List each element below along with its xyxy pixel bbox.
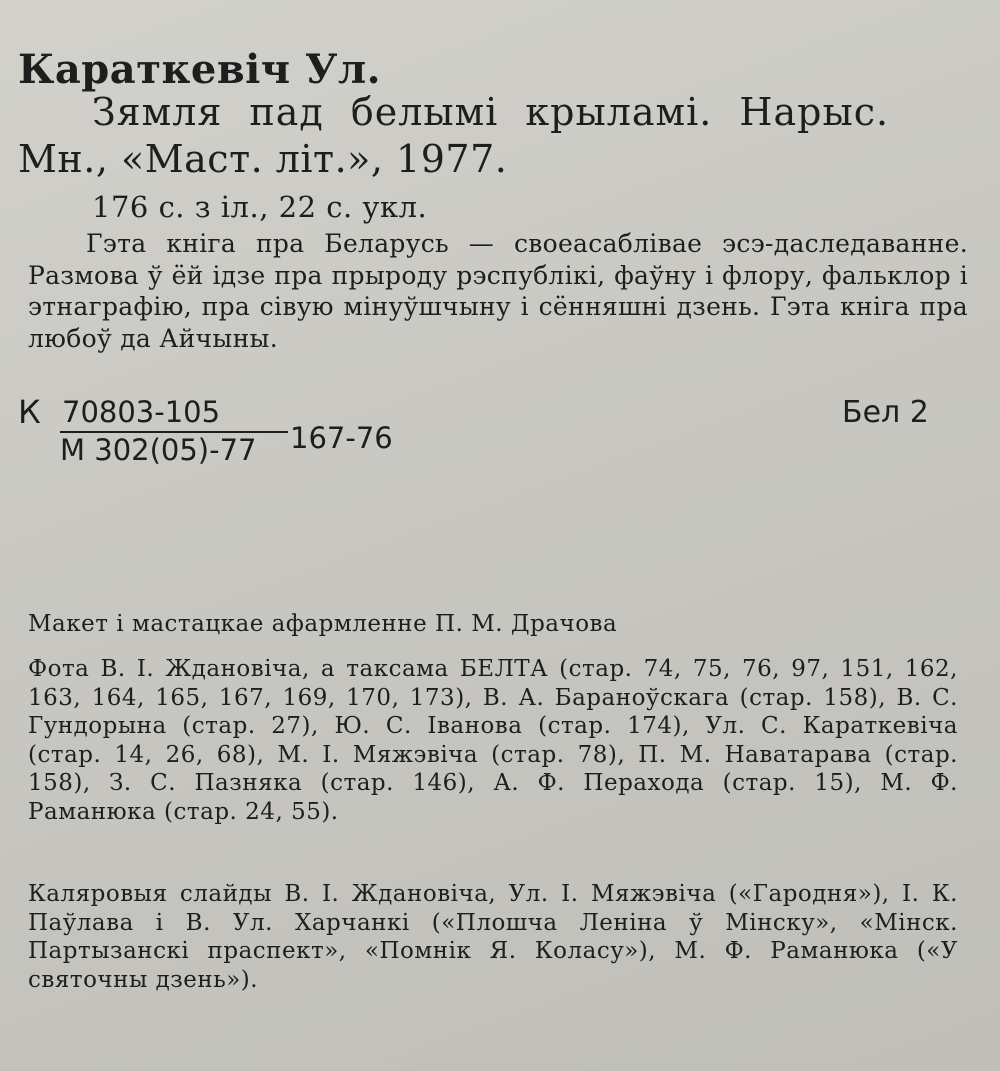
- slide-credits: Каляровыя слайды В. І. Ждановіча, Ул. І. Мяжэвіча («Гародня»), І. К. Паўлава і В. Ул. Харчанкі («Плошча Леніна ў Мінску», «Мінск. Партызанскі праспект», «Помнік Я. Коласу»), М. Ф. Раманюка («У святочны дзень»).: [28, 881, 958, 993]
- index-tail: 167-76: [290, 421, 393, 455]
- index-numerator: 70803-105: [62, 395, 221, 429]
- index-letter: К: [18, 393, 41, 431]
- classification-code: Бел 2: [842, 395, 929, 430]
- photo-credits: Фота В. І. Ждановіча, а таксама БЕЛТА (стар. 74, 75, 76, 97, 151, 162, 163, 164, 165, 167, 169, 170, 173), В. А. Бараноўскага (стар. 158), В. С. Гундорына (стар. 27), Ю. С. Іванова (стар. 174), Ул. С. Караткевіча (стар. 14, 26, 68), М. І. Мяжэвіча (стар. 78), П. М. Наватарава (стар. 158), З. С. Пазняка (стар. 146), А. Ф. Перахода (стар. 15), М. Ф. Раманюка (стар. 24, 55).: [28, 656, 958, 825]
- annotation-text: Гэта кніга пра Беларусь — своеасаблівае эсэ-даследаванне. Размова ў ёй ідзе пра прыроду рэспублікі, фаўну і флору, фальклор і этнаграфію, пра сівую мінуўшчыну і сённяшні дзень. Гэта кніга пра любоў да Айчыны.: [28, 229, 968, 353]
- index-fraction: [60, 395, 288, 467]
- layout-credit: Макет і мастацкае афармленне П. М. Драчова: [28, 611, 618, 637]
- author-name: Караткевіч Ул.: [18, 46, 382, 93]
- book-title: Зямля пад белымі крыламі. Нарыс.: [92, 90, 890, 134]
- annotation-paragraph: [28, 228, 968, 354]
- page-count: 176 с. з іл., 22 с. укл.: [92, 190, 428, 224]
- publication-info: Мн., «Маст. літ.», 1977.: [18, 137, 508, 181]
- index-denominator: М 302(05)-77: [60, 433, 257, 467]
